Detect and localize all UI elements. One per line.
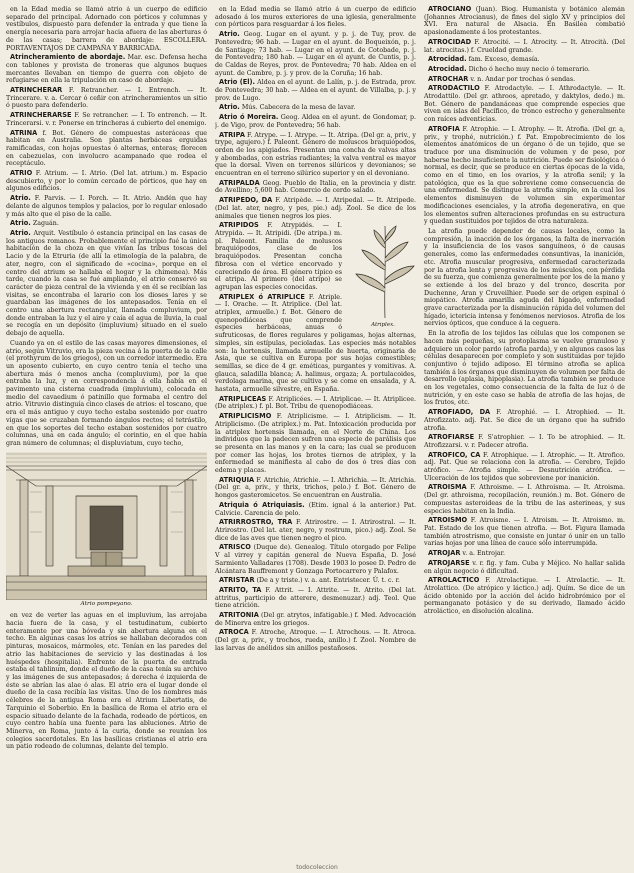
- entry-headword: ATRISCO: [219, 543, 251, 552]
- dictionary-entry: [6, 340, 207, 448]
- dictionary-entry: [424, 85, 625, 124]
- dictionary-entry: [6, 130, 207, 169]
- dictionary-entry: [215, 413, 416, 475]
- dictionary-entry: [424, 126, 625, 226]
- entry-text: F. Attrit. — I. Attrite. — It. Atrito. (Del lat. attritus, participio de atterere, desmenuzar.) adj. Teol. Que tiene atrición.: [215, 586, 416, 610]
- dictionary-entry: [424, 6, 625, 37]
- entry-headword: Atrio.: [10, 219, 31, 228]
- entry-text: v. n. Andar por trochas ó sendas.: [470, 75, 576, 83]
- entry-headword: Atrincheramiento de abordaje.: [10, 53, 126, 62]
- entry-text: Cuando ya en el estilo de las casas mayores dimensiones, el atrio, según Vitruvio, era la pieza vecina á la puerta de la calle (el prothyrum de los griegos), con un corredor intermedio. Era un aposento cubierto, en cuyo centro tenía el techo una abertura más ó menos ancha (compluvium), por la que entraba la luz, y en correspondencia á ella había en el pavimento una cisterna cuadrada (impluvium), colocada en medio del cavaedium ó patinillo que formaba el centro del atrio. Vitruvio distinguía cinco clases de atrios: el toscano, que era el más antiguo y cuyo techo estaba sostenido por cuatro vigas que se cruzaban formando ángulos rectos; el tetrástilo, en que los soportes del techo estaban sostenidos por cuatro columnas, una en cada ángulo; el corintio, en el que había gran número de columnas; el displuviatum, cuyo techo,: [6, 339, 207, 447]
- dictionary-entry: [424, 56, 625, 64]
- entry-text: F. Se retrancher. — I. To entrench. — It. Trincerarsi. v. r. Ponerse en trincheras á cubierto del enemigo.: [6, 112, 207, 127]
- entry-headword: ATRIPLEX ó ATRIPLICE: [219, 292, 305, 301]
- column-left: [6, 6, 207, 864]
- entry-text: F. Athroisme. — I. Athroisma. — It. Atroisma. (Del gr. athroisma, recopilación, reunión.) m. Bot. Género de compuestas asteroideas de la tribu de las asterineas, y sus especies habitan en la India.: [424, 484, 625, 515]
- entry-headword: ATROISMO: [428, 516, 468, 525]
- entry-headword: ATROLACTICO: [428, 576, 480, 585]
- entry-headword: Atrocidad.: [428, 64, 467, 73]
- dictionary-entry: [215, 587, 416, 610]
- entry-headword: ATRIPEDO, DA: [219, 196, 273, 205]
- dictionary-entry: [215, 104, 416, 112]
- dictionary-entry: [424, 577, 625, 616]
- dictionary-entry: [424, 228, 625, 328]
- entry-text: F. Atrophié. — I. Atrophied. — It. Atrofizzato. adj. Pat. Se dice de un órgano que ha sufrido atrofia.: [424, 409, 625, 432]
- entry-text: En la atrofia de los tejidos las células que los componen se hacen más pequeñas, su protoplasma se vuelve granuloso y adquiere un color pardo (atrofia parda), y en algunos casos las células desaparecen por completo y son sustituidas por tejido conjuntivo ó tejido adiposo. El término atrofia se aplica también á los órganos que disminuyen de volumen por falta de desarrollo (aplasia, hipoplasia). La atrofia también se produce en los vegetales, como consecuencia de la falta de luz ó de nutrición, y en este caso se habla de atrofia de las hojas, de los frutos, etc.: [424, 330, 625, 407]
- entry-headword: ATRIRROSTRO, TRA: [219, 518, 293, 527]
- entry-headword: ATROCHAR: [428, 74, 469, 83]
- entry-text: F. Atrophie. — I. Atrophy. — It. Atrofia. (Del gr. a, priv., y trophé, nutrición.) f. Pat. Empobrecimiento de los elementos anatómicos de un órgano ó de un tejido, que se traduce por una disminución de volumen y de peso, por haberse hecho insuficiente la nutrición. Puede ser fisiológica ó normal, es decir, que se produce en ciertas épocas de la vida, como en el timo, en los ovarios, y la atrofia senil; y la patológica, que es la que sobreviene como consecuencia de una enfermedad. Se distingue la atrofia simple, en la cual los elementos disminuyen de volumen sin experimentar modificaciones esenciales, y la atrofia degenerativa, en que los elementos sufren alteraciones profundas en su estructura y quedan sustituidos por tejidos de otra naturaleza.: [424, 125, 625, 226]
- entry-text: (Del gr. atrytos, infatigable.) f. Med. Advocación de Minerva entre los griegos.: [215, 612, 416, 627]
- left-bottom-entries: [6, 612, 207, 751]
- atriplex-illustration: [346, 222, 416, 329]
- dictionary-entry: [424, 66, 625, 74]
- dictionary-entry: [215, 396, 416, 411]
- entry-text: Mar. esc. Defensa hecha con tablones y provista de troneras que algunos buques mercantes llevaban en tiempo de guerra con objeto de refugiarse en ella la tripulación en caso de abordaje.: [6, 54, 207, 85]
- dictionary-entry: [215, 577, 416, 585]
- entry-headword: ATROCIDAD: [428, 37, 472, 46]
- entry-text: Zaguán.: [32, 220, 59, 228]
- dictionary-entry: [424, 560, 625, 575]
- entry-headword: Atrio.: [219, 103, 240, 112]
- entry-headword: ATROCIANO: [428, 6, 472, 13]
- entry-text: (Juan). Biog. Humanista y botánico alemán (Johannes Atrocianus), de fines del siglo XV y principios del XVI. Era natural de Alsacia. En Basilea combatió apasionadamente á los protestantes.: [424, 6, 625, 37]
- watermark-footer: todocoleccion: [296, 864, 338, 871]
- entry-headword: Atrocidad.: [428, 55, 467, 64]
- entry-text: Dicho ó hecho muy necio ó temerario.: [468, 65, 590, 73]
- entry-text: F. Atriplicisme. — I. Atriplicism. — It. Atriplicismo. (De atriplex.) m. Pat. Intoxicación producida por la atriplex hortensis llamada, en el Norte de China. Los individuos que la padecen sufren una especie de parálisis que se presenta en las manos y en la cara; las cual se producen por comer las hojas, los brotes tiernos de atriplex, y la enfermedad se manifiesta al cabo de dos ó tres días con edema y placas.: [215, 413, 416, 475]
- entry-text: F. S'atrophier. — I. To be atrophied. — It. Atrofizzarsi. v. r. Padecer atrofia.: [424, 434, 625, 449]
- entry-text: F. Atrodactyle. — I. Athrodactyle. — It. Atrodattilo. (Del gr. athroos, apretado, y daktylos, dedo.) m. Bot. Género de pandanáceas que comprende especies que viven en islas del Pacífico, de tronco estrecho y generalmente con raíces adventicias.: [424, 85, 625, 124]
- entry-text: F. Atroche, Atroque. — I. Atrochous. — It. Atroca. (Del gr. a, priv., y trochos, rueda, anillo.) f. Zool. Nombre de las larvas de anélidos sin anillos pestañosos.: [215, 629, 416, 652]
- entry-text: F. Atripède. — I. Atripedal. — It. Atripede. (Del lat. ater, negro, y pes, pie.) adj. Zool. Se dice de los animales que tienen negros los pies.: [215, 197, 416, 220]
- entry-headword: ATRINCHERAR: [10, 86, 63, 95]
- entry-headword: ATRIO: [10, 169, 33, 178]
- atrium-engraving: [6, 452, 207, 600]
- entry-text: F. Atriplicées. — I. Atriplicae. — It. Atriplicee. (De atriplex.) f. pl. Bot. Tribu de quenopodiáceas.: [215, 395, 416, 411]
- dictionary-entry: [424, 452, 625, 483]
- dictionary-entry: [215, 502, 416, 517]
- entry-text: Geog. Aldea en el ayunt. de Gondomar, p. j. de Vigo, prov. de Pontevedra; 56 hab.: [215, 114, 416, 129]
- entry-headword: ATRINA: [10, 128, 38, 137]
- column-right: [424, 6, 625, 864]
- entry-text: v. a. Entrojar.: [462, 550, 506, 558]
- entry-headword: ATRIPA: [219, 130, 245, 139]
- entry-text: F. Atrypidés. — I. Atrypida. — It. Atripidi. (De atripa.) m. pl. Paleont. Familia de moluscos braquiópodos, clase de los braquiópodos. Presentan concha fibrosa con el vértice encorvado y careciendo de área. El género típico es el atripa. Al primero (del atripo) se agrupan las especies conocidas.: [215, 222, 342, 291]
- entry-text: en vez de verter las aguas en el impluvium, las arrojaba hacia fuera de la casa, y el testudinatum, cubierto enteramente por una bóveda y sin abertura alguna en el techo. En algunas casas los atrios se hallaban decorados con pinturas, mosaicos, mármoles, etc. Tenían en las paredes del atrio las habitaciones de servicio y las destinadas á los huéspedes (hospitalia). Enfrente de la puerta de entrada estaba el tablinum, donde el dueño de la casa tenía su archivo y las imágenes de sus antepasados; á derecha é izquierda de éste se abrían las alae ó alas. El atrio era el lugar donde el dueño de la casa recibía las visitas. Uno de los nombres más célebres de la antigua Roma era el Atrium Libertatis, de Tarquinio el Soberbio. En la basílica de Roma el atrio era el espacio situado delante de la fachada, rodeado de pórticos, en cuyo centro había una fuente para las abluciones. Atrio de Minerva, en Roma, junto á la curia, donde se reunían los colegios sacerdotales. En las basílicas cristianas el atrio era un patio rodeado de columnas, delante del templo.: [6, 612, 207, 751]
- middle-top-entries: [215, 6, 416, 653]
- entry-text: F. Atrirostre. — I. Atrirostral. — It. Atrirostro. (Del lat. ater, negro, y rostrum, pico.) adj. Zool. Se dice de las aves que tienen negro el pico.: [215, 519, 416, 542]
- entry-headword: Atrio.: [10, 228, 31, 237]
- entry-text: Mús. Cabecera de la mesa de lavar.: [241, 104, 356, 112]
- entry-text: Arquit. Vestíbulo ó estancia principal en las casas de los antiguos romanos. Probablemente el principio fué la única habitación de la choza en que vivían las tribus toscas del Lacio y de la Etruria (de allí la etimología de la palabra, de ater, negro, con el significado de «cocina», porque en el centro del atrium se hallaba el hogar y la chimenea). Más tarde, cuando la casa se fué ampliando, el atrio conservó su carácter de pieza central de la vivienda y en él se recibían las visitas, se encontraba el larario con los dioses lares y se guardaban las imágenes de los antepasados. Tenía en el centro una abertura rectangular, llamada compluvium, por donde entraban la luz y el aire y caía el agua de lluvia, la cual se recogía en un depósito (impluvium) situado en el suelo debajo de aquella.: [6, 229, 207, 338]
- entry-text: Geog. Pueblo de Italia, en la provincia y distr. de Avellino; 5,600 hab. Comercio de cerdo salado.: [215, 179, 416, 195]
- illustration-caption: Atrio pompeyano.: [80, 600, 133, 607]
- column-middle: [215, 6, 416, 864]
- entry-headword: ATROFICO, CA: [428, 450, 481, 459]
- dictionary-entry: [6, 195, 207, 218]
- entry-headword: ATRIPLICISMO: [219, 412, 272, 421]
- entry-headword: ATRINCHERARSE: [10, 111, 72, 120]
- dictionary-entry: [215, 612, 416, 627]
- atriplex-plant-engraving: [350, 222, 416, 318]
- entry-text: F. Atrophique. — I. Atrophic. — It. Atrofico. adj. Pat. Que se relaciona con la atrofia. — Cerebro, Tejido atrófico. — Atrofia simple. — Desnutrición atrófica. — Ulceración de los tejidos que sobreviene por inanición.: [424, 451, 625, 482]
- plant-caption: Atriplex.: [371, 321, 395, 328]
- dictionary-entry: [215, 132, 416, 178]
- entry-text: F. Atroisme. — I. Atroism. — It. Atroismo. m. Pat. Estado de los que tienen atrofia. — Bot. Figura llamada también atrostrismo, que consiste en juntar ó unir en un tallo varias hojas por una línea de cauce sólo interrumpida.: [424, 517, 625, 548]
- dictionary-entry: [424, 39, 625, 54]
- entry-text: f. Bot. Género de compuestas asteráceas que habitan en Australia. Son plantas herbáceas erguidas ramificadas, con hojas opuestas ó alternas, enteras; florecen en cabezuelas, con involucro acampanado que rodea el receptáculo.: [6, 129, 207, 168]
- entry-headword: ATROJAR: [428, 549, 461, 558]
- entry-headword: ATROJARSE: [428, 558, 470, 567]
- dictionary-entry: [215, 79, 416, 102]
- entry-text: F. Atrolactique. — I. Atrolactic. — It. Atrolattico. (De atrópico y láctico.) adj. Quím. Se dice de un ácido obtenido por la acción del ácido hidrobrómico por el permanganato potásico y de su derivado, llamado ácido atroláctico, en disolución alcalina.: [424, 577, 625, 616]
- dictionary-entry: [215, 544, 416, 575]
- entry-headword: Atrio.: [10, 194, 31, 203]
- dictionary-entry: [215, 519, 416, 542]
- entry-headword: Atriquia ó Atriquiasis.: [219, 500, 305, 509]
- dictionary-entry: [215, 31, 416, 77]
- dictionary-entry: [424, 330, 625, 407]
- right-top-entries: [424, 6, 625, 616]
- entry-headword: ATRIPALDA: [219, 178, 260, 187]
- entry-headword: ATRIPLICEAS: [219, 394, 267, 403]
- dictionary-entry: [6, 220, 207, 228]
- dictionary-entry: [6, 6, 207, 52]
- dictionary-entry: [424, 409, 625, 432]
- entry-text: (De a y triste.) v. a. ant. Entristecer. Ú. t. c. r.: [256, 577, 400, 585]
- left-top-entries: [6, 6, 207, 448]
- entry-headword: ATRITO, TA: [219, 585, 262, 594]
- entry-headword: ATROISMA: [428, 483, 467, 492]
- entry-headword: ATRODACTILO: [428, 84, 480, 93]
- entry-text: F. Atrium. — I. Atrio. (Del lat. atrium.) m. Espacio descubierto, y por lo común cercado de pórticos, que hay en algunos edificios.: [6, 170, 207, 193]
- dictionary-entry: [424, 434, 625, 449]
- entry-text: Aldea en el ayunt. de Lalín, p. j. de Estrada, prov. de Pontevedra; 30 hab. — Aldea en el ayunt. de Villalba, p. j. y prov. de Lugo.: [215, 79, 416, 102]
- entry-text: en la Edad media se llamó atrio á un cuerpo de edificio separado del principal. Adornado con pórticos y columnas y vestíbulos, dispuesto para defender la entrada y que tiene la energía necesaria para arrojar hacia afuera de las aberturas ó de las casas; barrera de abordaje: ESCOLLERA. PORTAVENTAJOS DE CAMPAÑA Y BARRICADA.: [6, 6, 207, 52]
- entry-headword: ATROCA: [219, 628, 249, 637]
- entry-text: F. Retrancher. — I. Entrench. — It. Trincerare. v. a. Cercar ó ceñir con atrincheramientos un sitio ó puesto para defenderlo.: [6, 87, 207, 110]
- entry-headword: ATRISTAR: [219, 576, 255, 585]
- entry-text: en la Edad media se llamó atrio á un cuerpo de edificio adosado á los muros exteriores de una iglesia, generalmente con pórticos para resguardar á los fieles.: [215, 6, 416, 29]
- entry-text: (Duque de). Genealog. Título otorgado por Felipe V al virrey y capitán general de Nueva España, D. José Sarmiento Valladares (1708). Desde 1903 lo posee D. Pedro de Alcántara Bauffremont y Gonzaga Portocarrero y Palafox.: [215, 544, 416, 575]
- entry-headword: ATRITONIA: [219, 611, 259, 620]
- dictionary-entry: [215, 6, 416, 29]
- dictionary-entry: [424, 76, 625, 84]
- dictionary-entry: [215, 629, 416, 652]
- entry-text: F. Atrichie, Atrichie. — I. Athrichia. — It. Atrichia. (Del gr. a, priv., y thrix, trichos, pelo.) f. Bot. Género de hongos gasteromicetos. Se encuentran en Australia.: [215, 476, 416, 500]
- dictionary-entry: [6, 612, 207, 751]
- dictionary-entry: [215, 114, 416, 129]
- dictionary-entry: [424, 550, 625, 558]
- entry-text: F. Parvis. — I. Porch. — It. Atrio. Andén que hay delante de algunos templos y palacios, por lo regular enlosado y más alto que el piso de la calle.: [6, 195, 207, 218]
- entry-headword: ATROFIADO, DA: [428, 408, 491, 417]
- dictionary-entry: [424, 517, 625, 548]
- dictionary-entry: [6, 54, 207, 85]
- entry-headword: ATROFIA: [428, 124, 460, 133]
- entry-headword: Atrio.: [219, 30, 240, 39]
- dictionary-entry: [215, 197, 416, 220]
- entry-text: F. Atriple. — I. Orache. — It. Atriplice. (Del lat. atriplex, armuelle.) f. Bot. Género de quenopodiáceas que comprende especies herbáceas, anuas ó sufruticosas, de flores regulares y poligamas, hojas alternas, simples, sin estípulas, pecioladas. Las especies más notables son: la hortensis, llamada armuelle de huerta, originaria de Asia, que se cultiva en Europa por sus hojas comestibles; semillas, se dice de 4 gr. eméticas, purgantes y vomitivas. A. glauca, saladilla blanca; A. halimus, orgaza; A. portulacoides, verdolaga marina, que se cultiva y se come en ensalada, y A. hastata, armuelle silvestre, en España.: [215, 293, 416, 394]
- entry-headword: ATRIPIDOS: [219, 221, 259, 230]
- dictionary-entry: [424, 484, 625, 515]
- entry-text: F. Atrocité. — I. Atrocity. — It. Atrocità. (Del lat. atrocitas.) f. Crueldad grande.: [424, 38, 625, 54]
- entry-text: (Etim. ignal á la anterior.) Pat. Calvicie. Carencia de pelo.: [215, 501, 416, 517]
- dictionary-entry: [6, 230, 207, 338]
- atrium-illustration: [6, 452, 207, 609]
- dictionary-entry: [215, 477, 416, 500]
- dictionary-entry: [6, 170, 207, 193]
- dictionary-entry: [215, 180, 416, 195]
- entry-headword: ATROFIARSE: [428, 433, 475, 442]
- entry-text: v. r. fig. y fam. Cuba y Méjico. No hallar salida en algún negocio ó dificultad.: [424, 559, 625, 575]
- entry-headword: Atrio (El).: [219, 78, 256, 87]
- entry-text: F. Atrype. — I. Atrype. — It. Atripa. (Del gr. a, priv., y trype, agujero.) f. Paleont. Género de moluscos braquiópodos, orden de los apigiados. Presentan una concha de valvas altas y abombadas, con estrías radiantes; la valva ventral es mayor que la dorsal. Viven en terrenos silúricos y devonianos; se encuentran en el terreno silúrico superior y en el devoniano.: [215, 131, 416, 178]
- entry-text: Geog. Lugar en el ayunt. y p. j. de Tuy, prov. de Pontevedra; 96 hab. — Lugar en el ayunt. de Boqueixón, p. j. de Santiago; 73 hab. — Lugar en el ayunt. de Cotobade, p. j. de Pontevedra; 180 hab. — Lugar en el ayunt. de Cuntis, p. j. de Caldas de Reyes, prov. de Pontevedra; 70 hab. Aldea en el ayunt. de Cambre, p. j. y prov. de la Coruña; 16 hab.: [215, 31, 416, 77]
- entry-text: La atrofia puede depender de causas locales, como la compresión, la inacción de los órganos, la falta de inervación y la insuficiencia de los vasos sanguíneos, ó de causas generales, como las enfermedades consuntivas, la inanición, etc. Atrofia muscular progresiva, enfermedad caracterizada por la atrofia lenta y progresiva de los músculos, con pérdida de su fuerza, que comienza generalmente por los de la mano y se extiende á los del brazo y del tronco, descrita por Duchenne, Aran y Cruveilhier. Puede ser de origen espinal ó miopático. Atrofia amarilla aguda del hígado, enfermedad grave caracterizada por la disminución rápida del volumen del hígado, ictericia intensa y fenómenos nerviosos. Atrofia de los nervios ópticos, que conduce á la ceguera.: [424, 227, 625, 328]
- entry-headword: Atrio ó Moreira.: [219, 113, 279, 122]
- dictionary-entry: [6, 112, 207, 127]
- entry-headword: ATRIQUIA: [219, 475, 255, 484]
- entry-text: fam. Exceso, demasía.: [468, 56, 540, 64]
- dictionary-entry: [6, 87, 207, 110]
